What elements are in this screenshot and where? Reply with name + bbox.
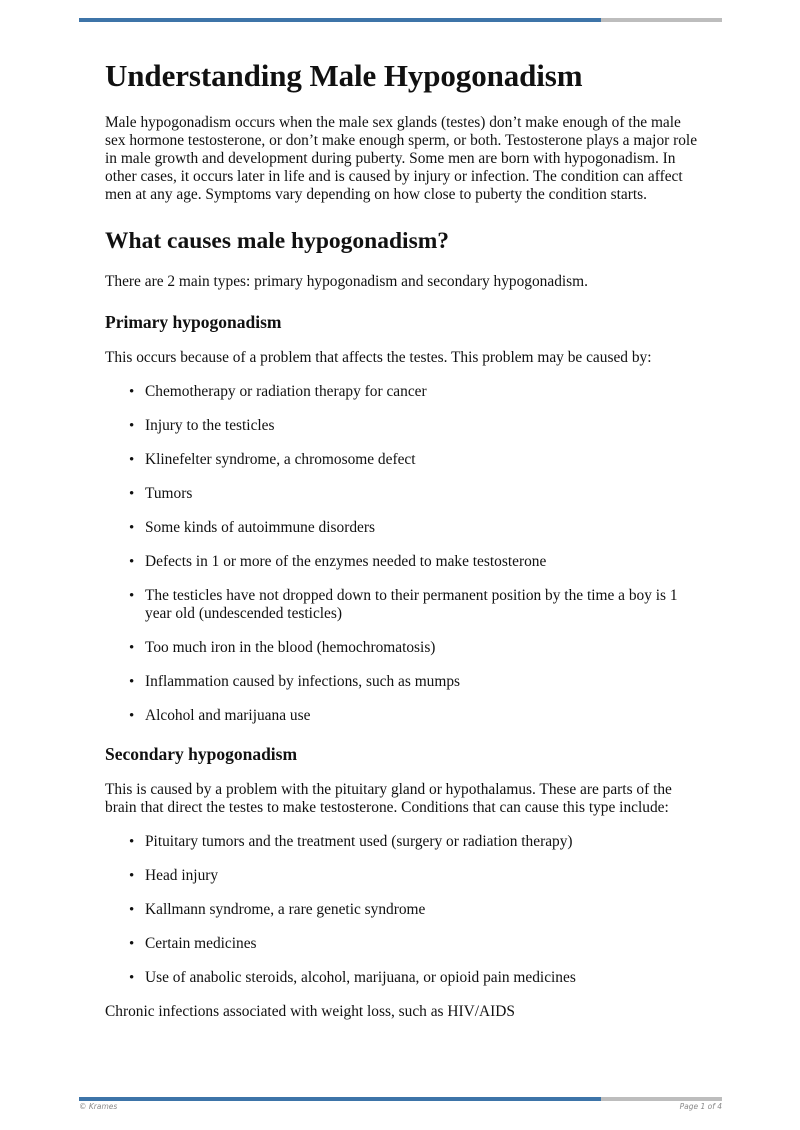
list-item	[105, 707, 700, 725]
list-item	[105, 867, 700, 885]
list-item-text: The testicles have not dropped down to their permanent position by the time a boy is 1 year old (undescended testicles)	[145, 587, 678, 622]
bullet-icon: •	[129, 452, 135, 468]
bullet-icon: •	[129, 902, 135, 918]
list-item-text: Use of anabolic steroids, alcohol, marijuana, or opioid pain medicines	[145, 969, 576, 986]
list-item-text: Alcohol and marijuana use	[145, 707, 311, 724]
secondary-causes-list	[105, 833, 700, 987]
bullet-icon: •	[129, 674, 135, 690]
list-item	[105, 451, 700, 469]
document-body	[105, 55, 700, 1021]
bullet-icon: •	[129, 708, 135, 724]
secondary-trailing-paragraph: Chronic infections associated with weight loss, such as HIV/AIDS	[105, 1003, 515, 1020]
bullet-icon: •	[129, 486, 135, 502]
bullet-icon: •	[129, 384, 135, 400]
list-item	[105, 901, 700, 919]
bullet-icon: •	[129, 418, 135, 434]
footer-page-number: Page 1 of 4	[679, 1102, 722, 1111]
header-accent-bar	[79, 18, 722, 22]
bullet-icon: •	[129, 868, 135, 884]
list-item	[105, 383, 700, 401]
causes-summary: There are 2 main types: primary hypogonadism and secondary hypogonadism.	[105, 273, 588, 290]
list-item-text: Head injury	[145, 867, 219, 884]
list-item-text: Inflammation caused by infections, such as mumps	[145, 673, 461, 690]
list-item	[105, 833, 700, 851]
footer-copyright: © Krames	[79, 1102, 118, 1111]
footer-accent-bar-blue	[79, 1097, 601, 1101]
list-item	[105, 587, 700, 623]
list-item	[105, 417, 700, 435]
list-item-text: Too much iron in the blood (hemochromatosis)	[145, 639, 436, 656]
bullet-icon: •	[129, 588, 135, 604]
list-item	[105, 519, 700, 537]
list-item-text: Defects in 1 or more of the enzymes needed to make testosterone	[145, 553, 547, 570]
list-item	[105, 673, 700, 691]
list-item-text: Some kinds of autoimmune disorders	[145, 519, 375, 536]
intro-paragraph: Male hypogonadism occurs when the male sex glands (testes) don’t make enough of the male sex hormone testosterone, or don’t make enough sperm, or both. Testosterone plays a major role in male growth and development during puberty. Some men are born with hypogonadism. In other cases, it occurs later in life and is caused by injury or infection. The condition can affect men at any age. Symptoms vary depending on how close to puberty the condition starts.	[105, 114, 698, 203]
page-title: Understanding Male Hypogonadism	[105, 58, 583, 93]
primary-causes-list	[105, 383, 700, 725]
list-item	[105, 969, 700, 987]
bullet-icon: •	[129, 554, 135, 570]
subheading-primary: Primary hypogonadism	[105, 312, 282, 332]
list-item-text: Certain medicines	[145, 935, 257, 952]
list-item-text: Tumors	[145, 485, 193, 502]
secondary-lead: This is caused by a problem with the pituitary gland or hypothalamus. These are parts of the brain that direct the testes to make testosterone. Conditions that can cause this type include:	[105, 781, 672, 816]
list-item	[105, 935, 700, 953]
footer-accent-bar	[79, 1097, 722, 1101]
header-accent-bar-grey	[601, 18, 722, 22]
header-accent-bar-blue	[79, 18, 601, 22]
list-item-text: Klinefelter syndrome, a chromosome defect	[145, 451, 416, 468]
bullet-icon: •	[129, 640, 135, 656]
bullet-icon: •	[129, 970, 135, 986]
list-item	[105, 639, 700, 657]
footer-accent-bar-grey	[601, 1097, 722, 1101]
bullet-icon: •	[129, 834, 135, 850]
list-item-text: Chemotherapy or radiation therapy for cancer	[145, 383, 427, 400]
subheading-secondary: Secondary hypogonadism	[105, 744, 298, 764]
list-item	[105, 485, 700, 503]
bullet-icon: •	[129, 936, 135, 952]
primary-lead: This occurs because of a problem that affects the testes. This problem may be caused by:	[105, 349, 652, 366]
section-heading-causes: What causes male hypogonadism?	[105, 228, 450, 254]
list-item	[105, 553, 700, 571]
list-item-text: Kallmann syndrome, a rare genetic syndrome	[145, 901, 426, 918]
list-item-text: Pituitary tumors and the treatment used (surgery or radiation therapy)	[145, 833, 573, 850]
bullet-icon: •	[129, 520, 135, 536]
list-item-text: Injury to the testicles	[145, 417, 275, 434]
page-footer	[79, 1102, 722, 1111]
